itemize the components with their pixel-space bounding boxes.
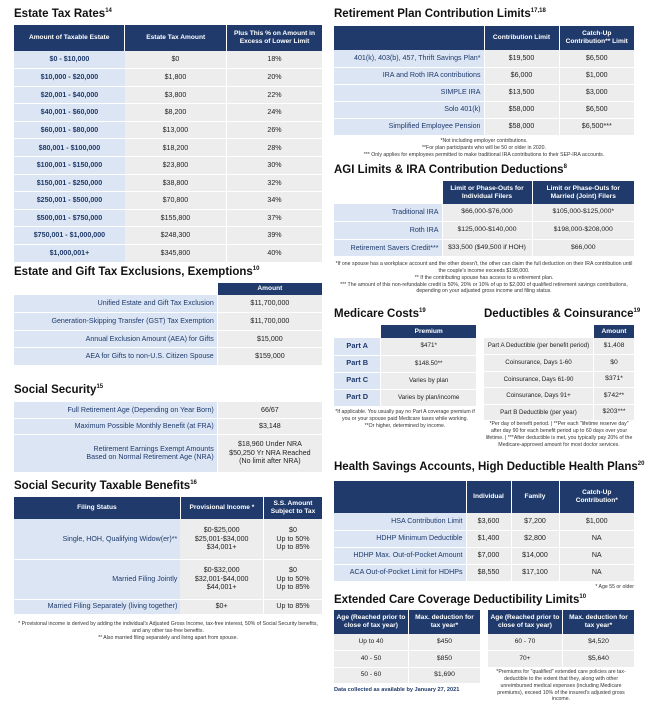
deductibles-title: Deductibles & Coinsurance$^{19}$ — [484, 308, 641, 320]
ltc-max-deduction: $1,690 — [408, 667, 480, 684]
table-row — [334, 67, 634, 84]
col-header: Contribution Limit — [484, 26, 559, 50]
footnote: *** Only applies for employees permitted to make traditional IRA contributions to their SEP-IRA accounts. — [363, 151, 605, 158]
deductible-label: Coinsurance, Days 1-60 — [484, 355, 594, 372]
catch-up-limit: $6,500*** — [559, 118, 634, 135]
table-row — [334, 530, 634, 547]
contribution-limit: $58,000 — [484, 118, 559, 135]
col-header: Catch-Up Contribution* — [559, 481, 634, 513]
estate-tax-amount: $0 — [125, 51, 227, 69]
table-row — [14, 51, 322, 69]
estate-tax-amount: $345,800 — [125, 245, 227, 263]
deductibles-table — [484, 325, 634, 421]
estate-range: $80,001 - $100,000 — [14, 139, 125, 157]
hsa-catch-up: NA — [559, 547, 634, 564]
ltc-max-deduction: $5,640 — [562, 651, 634, 668]
table-row — [14, 313, 322, 331]
col-header: Max. deduction for tax year* — [562, 610, 634, 634]
col-header: Amount — [217, 283, 322, 295]
gift-tax-title: Estate and Gift Tax Exclusions, Exemptions$^{10}$ — [14, 266, 260, 278]
hsa-individual: $7,000 — [466, 547, 511, 564]
ss-taxable-notes — [14, 621, 322, 642]
retirement-table — [334, 26, 634, 136]
ltc-right-table — [488, 610, 634, 668]
provisional-income: $0+ — [180, 599, 263, 614]
social-security-table — [14, 402, 322, 473]
medicare-part: Part B — [334, 355, 381, 372]
table-row — [14, 157, 322, 175]
col-header: Provisional Income * — [180, 497, 263, 519]
catch-up-limit: $6,500 — [559, 101, 634, 118]
income-line: $25,001-$34,000 — [194, 534, 249, 543]
table-row — [484, 355, 634, 372]
taxable-amount — [263, 559, 322, 599]
table-row — [334, 389, 476, 406]
table-row — [334, 204, 634, 222]
blank-header — [14, 283, 217, 295]
contribution-limit: $6,000 — [484, 67, 559, 84]
exclusion-value: $11,700,000 — [217, 295, 322, 313]
blank-header — [484, 325, 594, 338]
col-header: Amount — [594, 325, 635, 338]
income-line: $44,001+ — [206, 583, 237, 592]
estate-tax-rate: 30% — [227, 157, 323, 175]
estate-tax-amount: $13,000 — [125, 121, 227, 139]
estate-tax-rate: 32% — [227, 174, 323, 192]
estate-range: $20,001 - $40,000 — [14, 86, 125, 104]
table-row — [484, 338, 634, 355]
table-row — [14, 330, 322, 348]
income-line: $0-$25,000 — [203, 526, 240, 534]
medicare-premium: $471* — [381, 338, 476, 355]
table-row — [334, 564, 634, 581]
data-collected-stamp: Data collected as available by January 27, 2021 — [334, 687, 460, 693]
deductible-amount: $742** — [594, 388, 635, 405]
medicare-part: Part C — [334, 372, 381, 389]
estate-tax-rate: 24% — [227, 104, 323, 122]
ltc-left-table — [334, 610, 480, 684]
col-header: Catch-Up Contribution** Limit — [559, 26, 634, 50]
hsa-label: HSA Contribution Limit — [334, 513, 466, 530]
table-row — [14, 348, 322, 366]
table-row — [484, 388, 634, 405]
income-line: $32,001-$44,000 — [194, 574, 249, 583]
table-row — [334, 84, 634, 101]
table-row — [488, 651, 634, 668]
exclusion-value: $15,000 — [217, 330, 322, 348]
col-header: Premium — [381, 325, 476, 338]
catch-up-limit: $1,000 — [559, 67, 634, 84]
exclusion-value: $159,000 — [217, 348, 322, 366]
deductible-amount: $1,408 — [594, 338, 635, 355]
estate-tax-rate: 20% — [227, 69, 323, 87]
tax-line: Up to 50% — [276, 534, 310, 543]
ira-type: Traditional IRA — [334, 204, 442, 222]
ltc-max-deduction: $850 — [408, 651, 480, 668]
social-security-title: Social Security$^{15}$ — [14, 384, 104, 396]
estate-range: $0 - $10,000 — [14, 51, 125, 69]
table-row — [14, 295, 322, 313]
provisional-income — [180, 519, 263, 559]
hsa-family: $7,200 — [511, 513, 559, 530]
table-row — [334, 239, 634, 257]
estate-tax-title: Estate Tax Rates$^{14}$ — [14, 8, 112, 20]
plan-type: Solo 401(k) — [334, 101, 484, 118]
table-row — [334, 372, 476, 389]
col-header: Amount of Taxable Estate — [14, 25, 125, 51]
hsa-individual: $3,600 — [466, 513, 511, 530]
tax-line: $0 — [289, 566, 297, 575]
ltc-age: 40 - 50 — [334, 651, 408, 668]
table-row — [334, 50, 634, 67]
col-header: Filing Status — [14, 497, 180, 519]
estate-range: $250,001 - $500,000 — [14, 192, 125, 210]
contribution-limit: $58,000 — [484, 101, 559, 118]
deductible-label: Part B Deductible (per year) — [484, 404, 594, 421]
col-header: S.S. Amount Subject to Tax — [263, 497, 322, 519]
individual-limit: $125,000-$140,000 — [442, 222, 532, 240]
contribution-limit: $13,500 — [484, 84, 559, 101]
footnote: ** If the contributing spouse has access to a retirement plan. — [414, 274, 554, 281]
agi-title: AGI Limits & IRA Contribution Deductions$^8$ — [334, 164, 567, 176]
retirement-notes — [334, 138, 634, 159]
estate-tax-rate: 39% — [227, 227, 323, 245]
tax-line: Up to 85% — [276, 583, 310, 592]
estate-tax-rate: 26% — [227, 121, 323, 139]
estate-tax-amount: $38,800 — [125, 174, 227, 192]
table-row — [334, 634, 480, 651]
table-row — [334, 513, 634, 530]
deductible-label: Part A Deductible (per benefit period) — [484, 338, 594, 355]
ss-earnings-line: $50,250 Yr NRA Reached — [229, 448, 311, 457]
joint-limit: $66,000 — [532, 239, 634, 257]
plan-type: SIMPLE IRA — [334, 84, 484, 101]
estate-tax-amount: $3,800 — [125, 86, 227, 104]
estate-tax-rate: 28% — [227, 139, 323, 157]
tax-line: $0 — [289, 526, 297, 534]
contribution-limit: $19,500 — [484, 50, 559, 67]
exclusion-label: Unified Estate and Gift Tax Exclusion — [14, 295, 217, 313]
col-header — [334, 26, 484, 50]
table-row — [14, 209, 322, 227]
col-header: Age (Reached prior to close of tax year) — [334, 610, 408, 634]
deductible-amount: $203*** — [594, 404, 635, 421]
tax-line: Up to 50% — [276, 574, 310, 583]
table-row — [14, 174, 322, 192]
plan-type: 401(k), 403(b), 457, Thrift Savings Plan* — [334, 50, 484, 67]
hsa-note: * Age 55 or older — [595, 584, 634, 590]
table-row — [484, 371, 634, 388]
table-row — [334, 651, 480, 668]
estate-tax-amount: $248,300 — [125, 227, 227, 245]
col-header: Plus This % on Amount in Excess of Lower Limit — [227, 25, 323, 51]
deductible-amount: $0 — [594, 355, 635, 372]
ira-type: Roth IRA — [334, 222, 442, 240]
table-row — [334, 101, 634, 118]
ss-label: Full Retirement Age (Depending on Year Born) — [14, 402, 217, 418]
ltc-title: Extended Care Coverage Deductibility Limits$^{10}$ — [334, 594, 587, 606]
agi-table — [334, 181, 634, 257]
estate-tax-table — [14, 25, 322, 263]
footnote: **Or higher, determined by income. — [364, 422, 446, 429]
table-row — [488, 634, 634, 651]
medicare-part: Part D — [334, 389, 381, 406]
estate-range: $10,000 - $20,000 — [14, 69, 125, 87]
table-row — [334, 547, 634, 564]
footnote: *If one spouse has a workplace account and the other doesn't, the other can claim the full deduction on their IRA contribution until the couple's income exceeds $198,000. — [335, 261, 633, 274]
exclusion-label: Generation-Skipping Transfer (GST) Tax Exemption — [14, 313, 217, 331]
col-header: Individual — [466, 481, 511, 513]
table-row — [14, 121, 322, 139]
ltc-note: *Premiums for "qualified" extended care policies are tax-deductible to the extent that they, along with other unreimbursed medical expenses (including Medicare premiums), exceed 10% of the insured's adjusted gross income. — [496, 669, 626, 703]
filing-status: Married Filing Jointly — [14, 559, 180, 599]
medicare-title: Medicare Costs$^{19}$ — [334, 308, 426, 320]
exclusion-label: AEA for Gifts to non-U.S. Citizen Spouse — [14, 348, 217, 366]
hsa-label: HDHP Max. Out-of-Pocket Amount — [334, 547, 466, 564]
hsa-title: Health Savings Accounts, High Deductible Health Plans$^{20}$ — [334, 461, 645, 473]
ss-earnings-label-line: Retirement Earnings Exempt Amounts — [93, 444, 214, 453]
estate-tax-amount: $1,800 — [125, 69, 227, 87]
estate-tax-rate: 40% — [227, 245, 323, 263]
income-line: $34,001+ — [206, 543, 237, 551]
tax-line: Up to 85% — [276, 543, 310, 551]
medicare-premium: $148.50** — [381, 355, 476, 372]
joint-limit: $198,000-$208,000 — [532, 222, 634, 240]
estate-tax-rate: 22% — [227, 86, 323, 104]
estate-tax-rate: 18% — [227, 51, 323, 69]
col-header: Max. deduction for tax year* — [408, 610, 480, 634]
hsa-family: $2,800 — [511, 530, 559, 547]
table-row — [14, 245, 322, 263]
col-header: Family — [511, 481, 559, 513]
estate-tax-amount: $23,800 — [125, 157, 227, 175]
medicare-premium: Varies by plan — [381, 372, 476, 389]
estate-tax-amount: $70,800 — [125, 192, 227, 210]
ss-value: $3,148 — [217, 418, 322, 434]
provisional-income — [180, 559, 263, 599]
estate-tax-amount: $155,800 — [125, 209, 227, 227]
ltc-age: 50 - 60 — [334, 667, 408, 684]
blank-header — [334, 325, 381, 338]
col-header — [334, 481, 466, 513]
exclusion-value: $11,700,000 — [217, 313, 322, 331]
footnote: * Provisional income is derived by adding the individual's Adjusted Gross Income, tax-free interest, 50% of Social Security benefits, and any other tax-free benefits. — [18, 621, 318, 634]
table-row — [14, 227, 322, 245]
hsa-label: ACA Out-of-Pocket Limit for HDHPs — [334, 564, 466, 581]
col-header: Limit or Phase-Outs for Married (Joint) Filers — [532, 181, 634, 204]
ss-earnings-value — [217, 434, 322, 472]
col-header: Age (Reached prior to close of tax year) — [488, 610, 562, 634]
estate-range: $1,000,001+ — [14, 245, 125, 263]
plan-type: Simplified Employee Pension — [334, 118, 484, 135]
medicare-table — [334, 325, 476, 407]
ss-taxable-title: Social Security Taxable Benefits$^{16}$ — [14, 480, 197, 492]
footnote: *** The amount of this non-refundable credit is 50%, 20% or 10% of up to $2,000 of qualified retirement savings contributions, depending on your adjusted gross income and filing status. — [340, 281, 628, 295]
deductibles-note: *Per day of benefit period. | **Per each "lifetime reserve day" after day 90 for each benefit period up to 60 days over your lifetime. | ***After deductible is met, you typically pay 20% of the Medicare-approved amount for most doctor services. — [485, 421, 633, 448]
estate-tax-rate: 34% — [227, 192, 323, 210]
ltc-age: Up to 40 — [334, 634, 408, 651]
medicare-notes — [334, 409, 476, 430]
footnote: *Not including employer contributions. — [440, 138, 528, 144]
deductible-label: Coinsurance, Days 61-90 — [484, 371, 594, 388]
gift-tax-table — [14, 283, 322, 366]
table-row — [14, 86, 322, 104]
exclusion-label: Annual Exclusion Amount (AEA) for Gifts — [14, 330, 217, 348]
estate-tax-amount: $8,200 — [125, 104, 227, 122]
footnote: **For plan participants who will be 50 or older in 2020. — [422, 144, 546, 151]
deductible-amount: $371* — [594, 371, 635, 388]
ss-taxable-table — [14, 497, 322, 615]
estate-range: $750,001 - $1,000,000 — [14, 227, 125, 245]
ss-value: 66/67 — [217, 402, 322, 418]
medicare-premium: Varies by plan/income — [381, 389, 476, 406]
estate-tax-rate: 37% — [227, 209, 323, 227]
ss-earnings-line: (No limit after NRA) — [239, 457, 301, 466]
hsa-label: HDHP Minimum Deductible — [334, 530, 466, 547]
income-line: $0-$32,000 — [203, 566, 240, 575]
ltc-max-deduction: $450 — [408, 634, 480, 651]
table-row — [14, 139, 322, 157]
hsa-family: $17,100 — [511, 564, 559, 581]
table-row — [334, 355, 476, 372]
filing-status: Single, HOH, Qualifying Widow(er)** — [14, 519, 180, 559]
joint-limit: $105,000-$125,000* — [532, 204, 634, 222]
agi-notes — [334, 261, 634, 295]
individual-limit: $66,000-$76,000 — [442, 204, 532, 222]
hsa-individual: $1,400 — [466, 530, 511, 547]
estate-range: $500,001 - $750,000 — [14, 209, 125, 227]
table-row — [334, 338, 476, 355]
col-header: Estate Tax Amount — [125, 25, 227, 51]
footnote: ** Also married filing separately and living apart from spouse. — [98, 634, 238, 641]
blank-header — [334, 181, 442, 204]
taxable-amount: Up to 85% — [263, 599, 322, 614]
ltc-max-deduction: $4,520 — [562, 634, 634, 651]
hsa-family: $14,000 — [511, 547, 559, 564]
col-header: Limit or Phase-Outs for Individual Filers — [442, 181, 532, 204]
taxable-amount — [263, 519, 322, 559]
deductible-label: Coinsurance, Days 91+ — [484, 388, 594, 405]
ss-earnings-line: $18,960 Under NRA — [237, 440, 302, 449]
table-row — [484, 404, 634, 421]
ltc-age: 70+ — [488, 651, 562, 668]
filing-status: Married Filing Separately (living together) — [14, 599, 180, 614]
ss-label: Maximum Possible Monthly Benefit (at FRA) — [14, 418, 217, 434]
estate-range: $40,001 - $60,000 — [14, 104, 125, 122]
footnote: *If applicable. You usually pay no Part A coverage premium if you or your spouse paid Medicare taxes while working. — [335, 409, 475, 422]
hsa-catch-up: NA — [559, 530, 634, 547]
plan-type: IRA and Roth IRA contributions — [334, 67, 484, 84]
individual-limit: $33,500 ($49,500 if HOH) — [442, 239, 532, 257]
table-row — [14, 104, 322, 122]
ss-earnings-label — [14, 434, 217, 472]
table-row — [334, 222, 634, 240]
table-row — [334, 667, 480, 684]
hsa-catch-up: NA — [559, 564, 634, 581]
catch-up-limit: $3,000 — [559, 84, 634, 101]
catch-up-limit: $6,500 — [559, 50, 634, 67]
hsa-table — [334, 481, 634, 582]
estate-range: $150,001 - $250,000 — [14, 174, 125, 192]
hsa-catch-up: $1,000 — [559, 513, 634, 530]
table-row — [334, 118, 634, 135]
estate-range: $60,001 - $80,000 — [14, 121, 125, 139]
estate-range: $100,001 - $150,000 — [14, 157, 125, 175]
ira-type: Retirement Savers Credit*** — [334, 239, 442, 257]
medicare-part: Part A — [334, 338, 381, 355]
estate-tax-amount: $18,200 — [125, 139, 227, 157]
ltc-age: 60 - 70 — [488, 634, 562, 651]
table-row — [14, 69, 322, 87]
retirement-title: Retirement Plan Contribution Limits$^{17,18}$ — [334, 8, 546, 20]
hsa-individual: $8,550 — [466, 564, 511, 581]
table-row — [14, 192, 322, 210]
ss-earnings-label-line: Based on Normal Retirement Age (NRA) — [86, 453, 214, 461]
